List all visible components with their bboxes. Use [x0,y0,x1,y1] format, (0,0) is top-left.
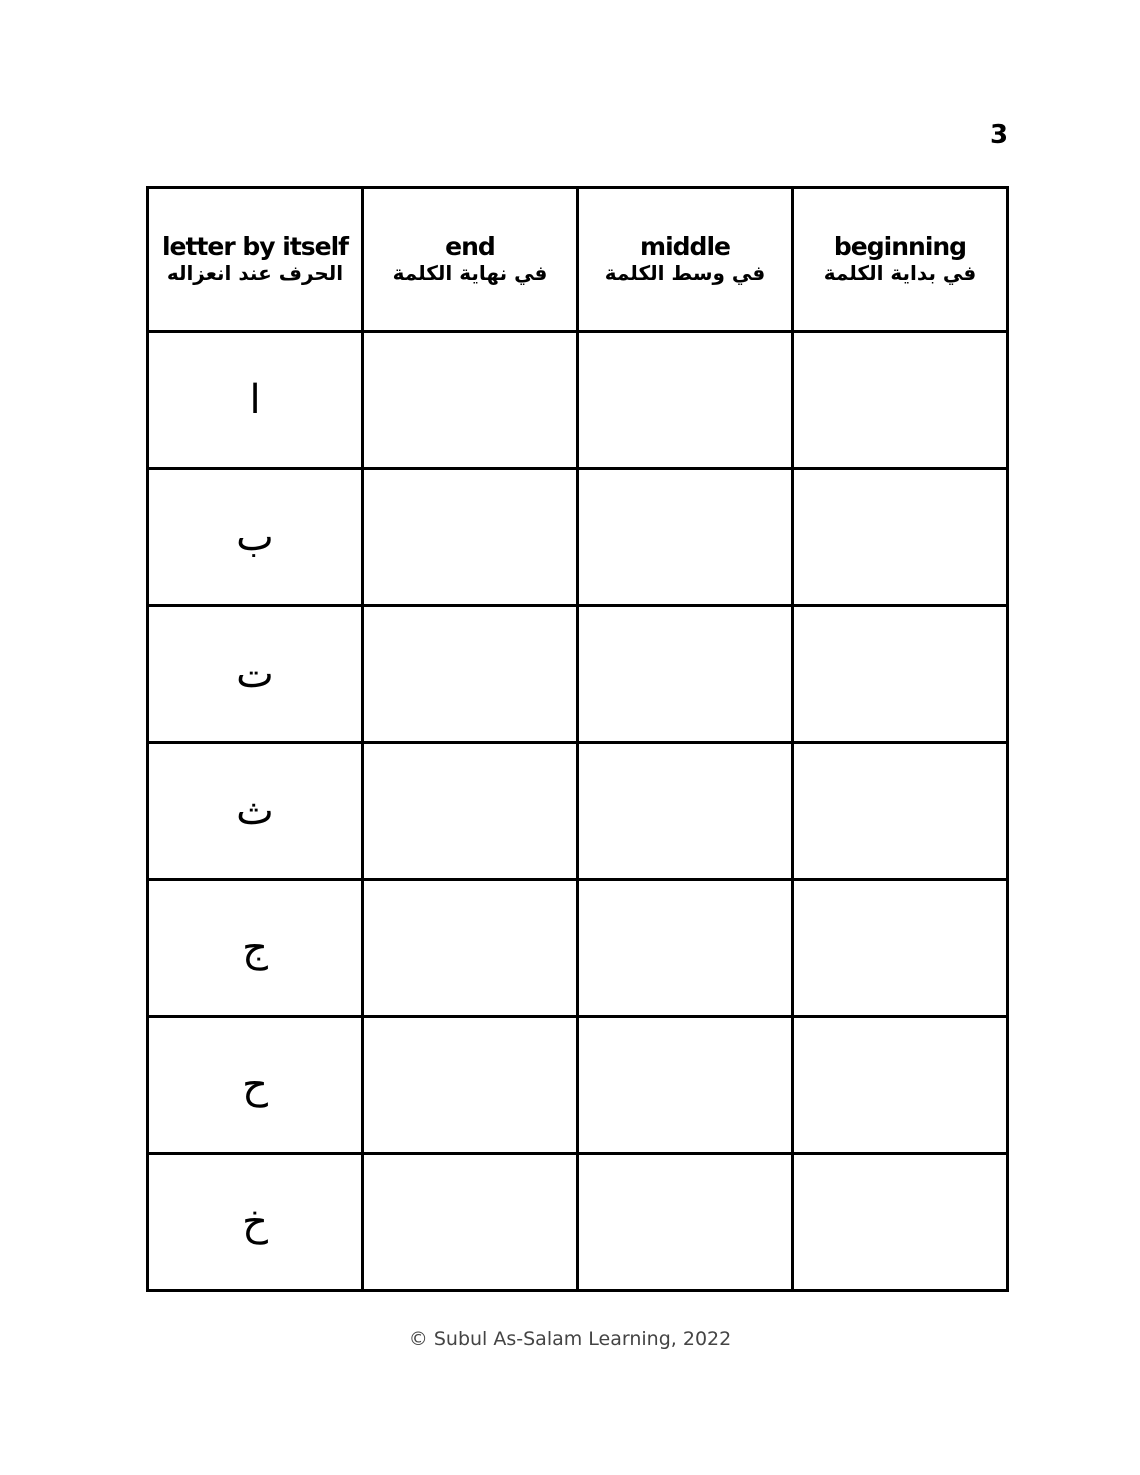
letter-cell: ح [148,1017,363,1154]
header-beginning [793,188,1008,332]
table-row [148,743,1008,880]
letter-cell: ت [148,606,363,743]
table-row [148,606,1008,743]
header-en: middle [640,231,730,261]
header-ar: في نهاية الكلمة [392,260,548,285]
middle-cell[interactable] [578,743,793,880]
middle-cell[interactable] [578,469,793,606]
end-cell[interactable] [363,469,578,606]
header-ar: في وسط الكلمة [604,260,766,285]
header-en: end [445,231,495,261]
end-cell[interactable] [363,743,578,880]
middle-cell[interactable] [578,332,793,469]
middle-cell[interactable] [578,880,793,1017]
beginning-cell[interactable] [793,606,1008,743]
table-row [148,880,1008,1017]
end-cell[interactable] [363,332,578,469]
beginning-cell[interactable] [793,469,1008,606]
beginning-cell[interactable] [793,332,1008,469]
copyright-footer: © Subul As-Salam Learning, 2022 [408,1328,732,1350]
letter-cell: ث [148,743,363,880]
middle-cell[interactable] [578,606,793,743]
table-row [148,332,1008,469]
letter-cell: ب [148,469,363,606]
header-middle [578,188,793,332]
letter-cell: ج [148,880,363,1017]
header-ar: في بداية الكلمة [823,260,977,285]
header-row [148,188,1008,332]
end-cell[interactable] [363,606,578,743]
letter-cell: ا [148,332,363,469]
header-en: beginning [833,231,967,261]
table-row [148,1017,1008,1154]
header-end [363,188,578,332]
end-cell[interactable] [363,1017,578,1154]
header-ar: الحرف عند انعزاله [166,260,344,285]
beginning-cell[interactable] [793,1154,1008,1291]
middle-cell[interactable] [578,1017,793,1154]
end-cell[interactable] [363,880,578,1017]
letter-cell: خ [148,1154,363,1291]
header-en: letter by itself [161,231,349,261]
letter-forms-table [146,186,1009,1292]
beginning-cell[interactable] [793,880,1008,1017]
header-letter-by-itself [148,188,363,332]
beginning-cell[interactable] [793,1017,1008,1154]
end-cell[interactable] [363,1154,578,1291]
table-row [148,469,1008,606]
table-row [148,1154,1008,1291]
beginning-cell[interactable] [793,743,1008,880]
page-number: 3 [990,120,1009,150]
middle-cell[interactable] [578,1154,793,1291]
